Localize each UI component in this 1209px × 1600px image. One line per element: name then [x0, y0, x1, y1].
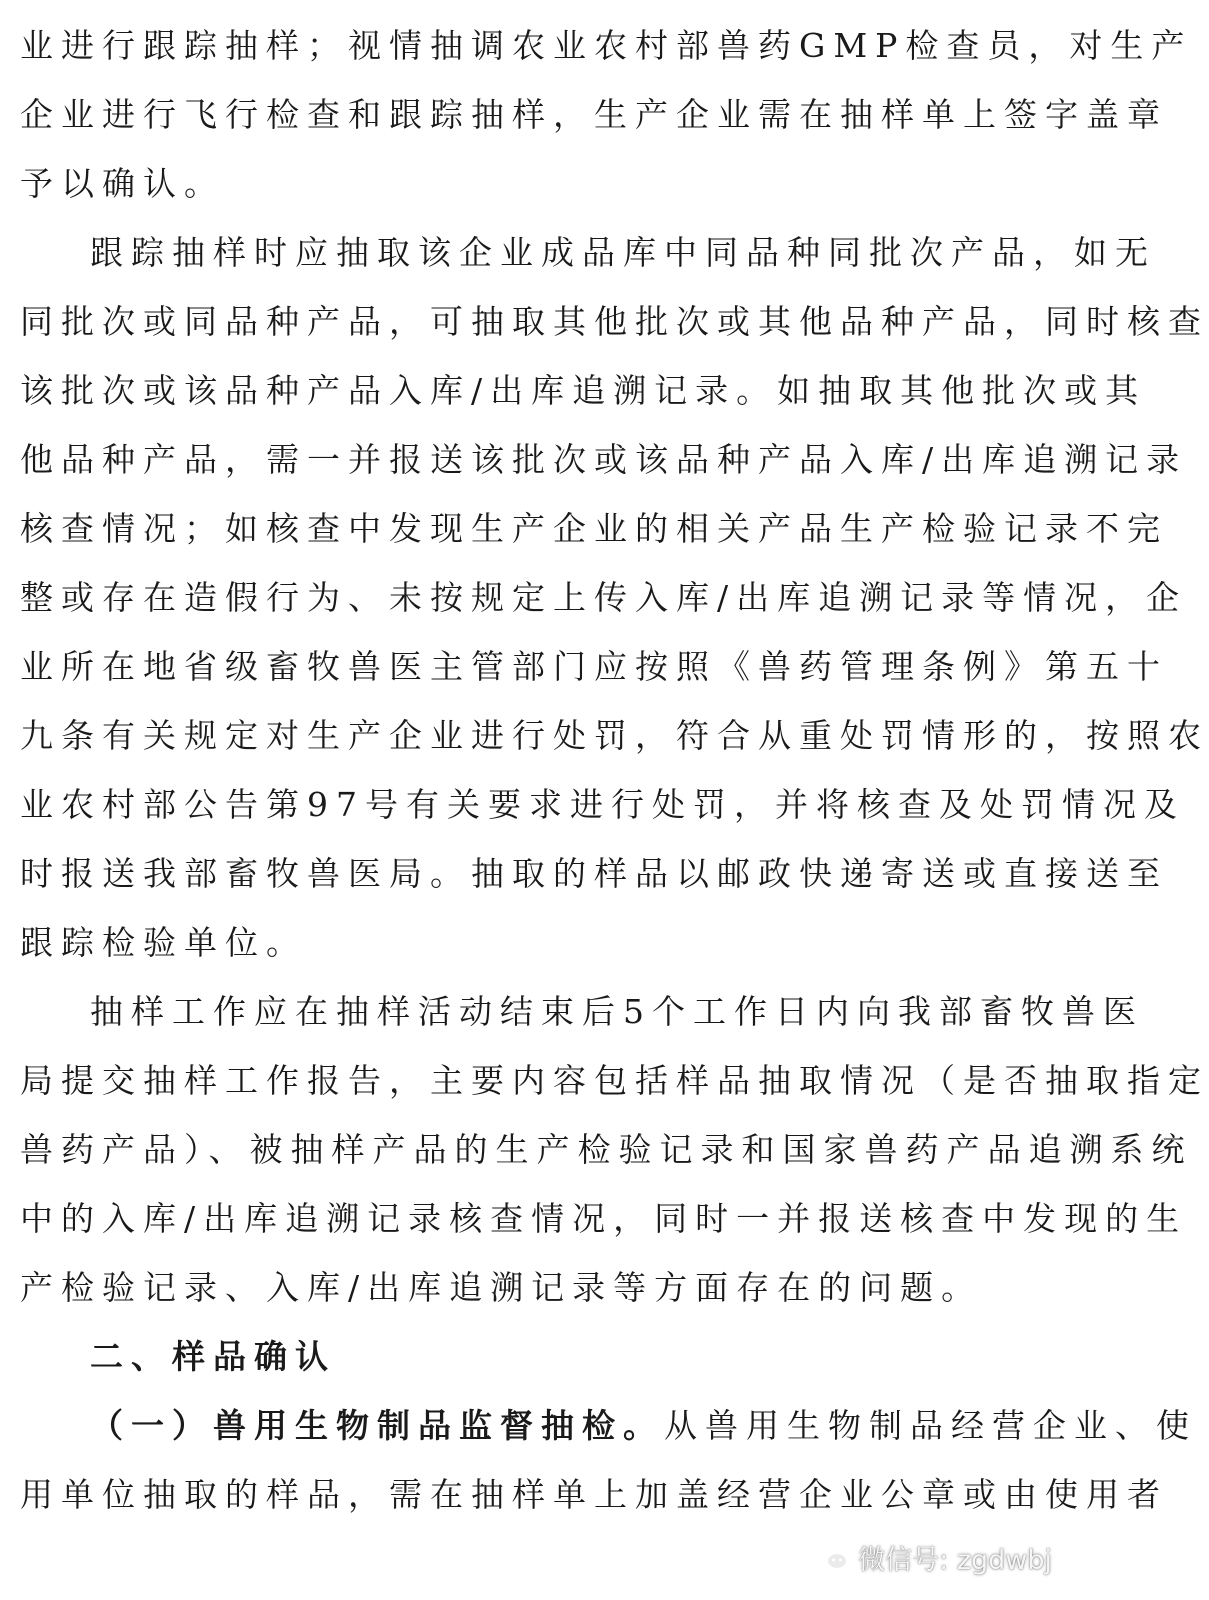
wechat-icon — [810, 1542, 850, 1574]
text-line: 兽药产品）、被抽样产品的生产检验记录和国家兽药产品追溯系统 — [20, 1130, 1193, 1169]
text-line: 予以确认。 — [20, 164, 225, 203]
text-line: 时报送我部畜牧兽医局。抽取的样品以邮政快递寄送或直接送至 — [20, 854, 1168, 893]
text-line: 企业进行飞行检查和跟踪抽样，生产企业需在抽样单上签字盖章 — [20, 95, 1168, 134]
subsection-text: 从兽用生物制品经营企业、使 — [664, 1406, 1197, 1445]
text-line: 九条有关规定对生产企业进行处罚，符合从重处罚情形的，按照农 — [20, 716, 1209, 755]
subsection-line — [90, 1398, 1197, 1454]
text-line: 该批次或该品种产品入库/出库追溯记录。如抽取其他批次或其 — [20, 371, 1147, 410]
text-line: 业农村部公告第97号有关要求进行处罚，并将核查及处罚情况及 — [20, 785, 1185, 824]
text-line: 业所在地省级畜牧兽医主管部门应按照《兽药管理条例》第五十 — [20, 647, 1168, 686]
section-heading: 二、样品确认 — [90, 1337, 336, 1376]
paragraph-start: 抽样工作应在抽样活动结束后5个工作日内向我部畜牧兽医 — [90, 992, 1144, 1031]
text-line: 核查情况；如核查中发现生产企业的相关产品生产检验记录不完 — [20, 509, 1168, 548]
text-line: 整或存在造假行为、未按规定上传入库/出库追溯记录等情况，企 — [20, 578, 1188, 617]
subsection-title: （一）兽用生物制品监督抽检。 — [90, 1406, 664, 1445]
watermark-text: 微信号: zgdwbj — [858, 1545, 1052, 1576]
paragraph-start: 跟踪抽样时应抽取该企业成品库中同品种同批次产品，如无 — [90, 233, 1156, 272]
wechat-watermark — [810, 1538, 1052, 1577]
text-line: 他品种产品，需一并报送该批次或该品种产品入库/出库追溯记录 — [20, 440, 1188, 479]
text-line: 局提交抽样工作报告，主要内容包括样品抽取情况（是否抽取指定 — [20, 1061, 1209, 1100]
text-line: 业进行跟踪抽样；视情抽调农业农村部兽药GMP检查员，对生产 — [20, 26, 1193, 65]
text-line: 同批次或同品种产品，可抽取其他批次或其他品种产品，同时核查 — [20, 302, 1209, 341]
text-line: 用单位抽取的样品，需在抽样单上加盖经营企业公章或由使用者 — [20, 1475, 1168, 1514]
text-line: 产检验记录、入库/出库追溯记录等方面存在的问题。 — [20, 1268, 983, 1307]
text-line: 跟踪检验单位。 — [20, 923, 307, 962]
text-line: 中的入库/出库追溯记录核查情况，同时一并报送核查中发现的生 — [20, 1199, 1188, 1238]
